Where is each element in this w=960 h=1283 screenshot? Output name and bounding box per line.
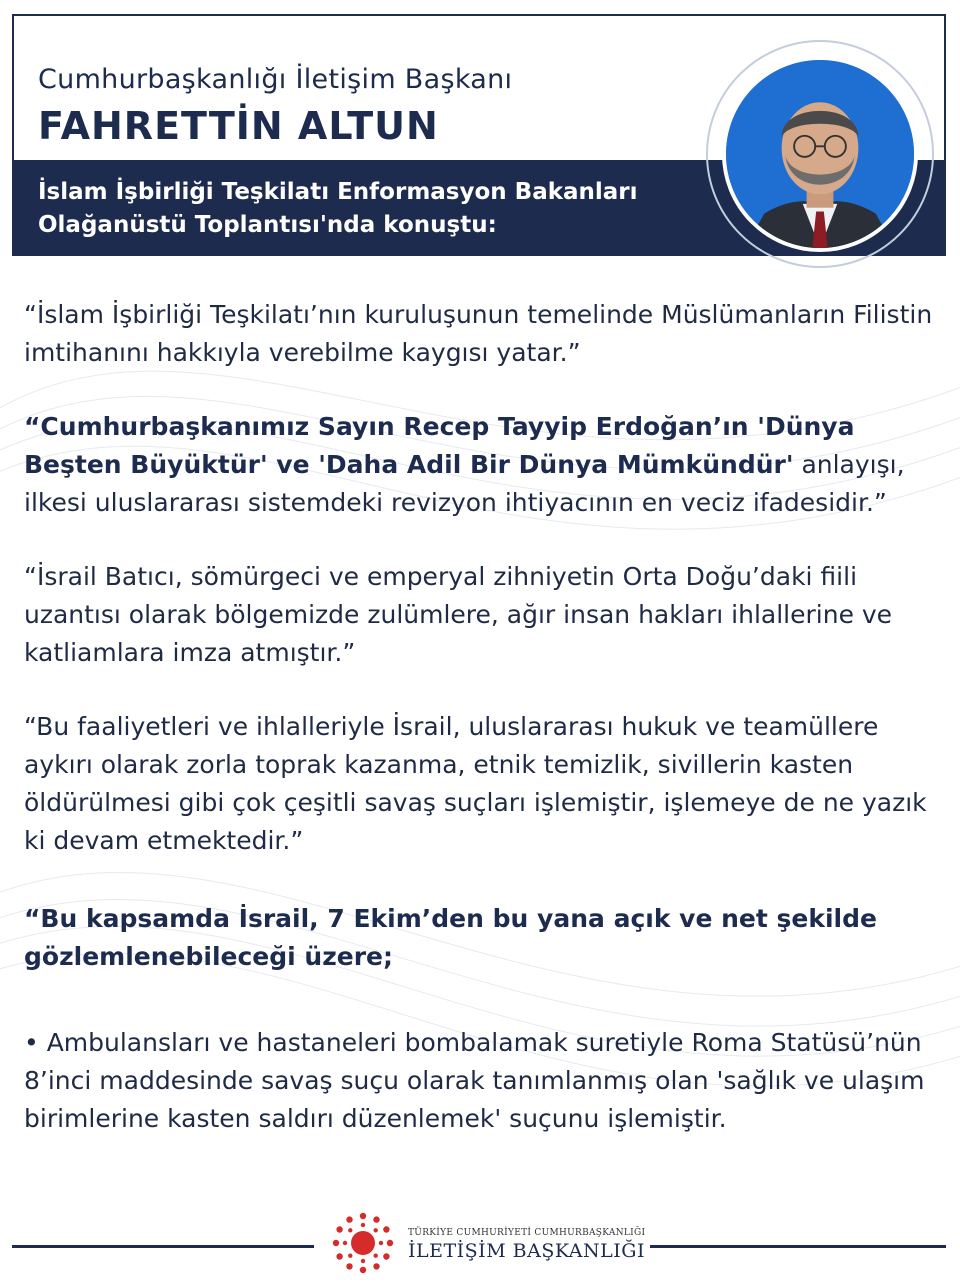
speech-content: [24, 296, 940, 1174]
quote-3: “İsrail Batıcı, sömürgeci ve emperyal zihniyetin Orta Doğu’daki fiili uzantısı olarak bölgemizde zulümlere, ağır insan hakları ihlallerine ve katliamlara imza atmıştır.”: [24, 562, 893, 667]
footer-org-small: TÜRKİYE CUMHURİYETİ CUMHURBAŞKANLIĞI: [408, 1228, 646, 1238]
band-line-2: Olağanüstü Toplantısı'nda konuştu:: [38, 212, 497, 238]
portrait-photo: [722, 56, 918, 252]
band-line-1: İslam İşbirliği Teşkilatı Enformasyon Bakanları: [38, 179, 638, 205]
portrait-illustration: [726, 60, 914, 248]
footer-divider-right: [650, 1245, 946, 1248]
quote-4: “Bu faaliyetleri ve ihlalleriyle İsrail, uluslararası hukuk ve teamüllere aykırı olarak zorla toprak kazanma, etnik temizlik, sivillerin kasten öldürülmesi gibi çok çeşitli savaş suçları işlemiştir, işlemeye de ne yazık ki devam etmektedir.”: [24, 712, 927, 855]
quote-1: “İslam İşbirliği Teşkilatı’nın kuruluşunun temelinde Müslümanların Filistin imtihanını hakkıyla verebilme kaygısı yatar.”: [24, 300, 933, 367]
star-ring-emblem-icon: [330, 1210, 396, 1276]
header-subtitle: Cumhurbaşkanlığı İletişim Başkanı: [38, 64, 513, 95]
quote-2-bold: “Cumhurbaşkanımız Sayın Recep Tayyip Erdoğan’ın 'Dünya Beşten Büyüktür' ve 'Daha Adil Bir Dünya Mümkündür': [24, 412, 855, 479]
footer-org-big: İLETİŞİM BAŞKANLIĞI: [408, 1240, 645, 1262]
quote-2: [24, 408, 940, 522]
header-name: FAHRETTİN ALTUN: [38, 104, 439, 148]
header-band-text: [38, 176, 708, 242]
quote-5: “Bu kapsamda İsrail, 7 Ekim’den bu yana açık ve net şekilde gözlemlenebileceği üzere;: [24, 904, 877, 971]
bullet-item: • Ambulansları ve hastaneleri bombalamak suretiyle Roma Statüsü’nün 8’inci maddesinde savaş suçu olarak tanımlanmış olan 'sağlık ve ulaşım birimlerine kasten saldırı düzenlemek' suçunu işlemiştir.: [24, 1028, 925, 1133]
quote-2-rest: anlayışı, ilkesi uluslararası sistemdeki revizyon ihtiyacının en veciz ifadesidir.”: [24, 450, 905, 517]
footer-divider-left: [12, 1245, 314, 1248]
